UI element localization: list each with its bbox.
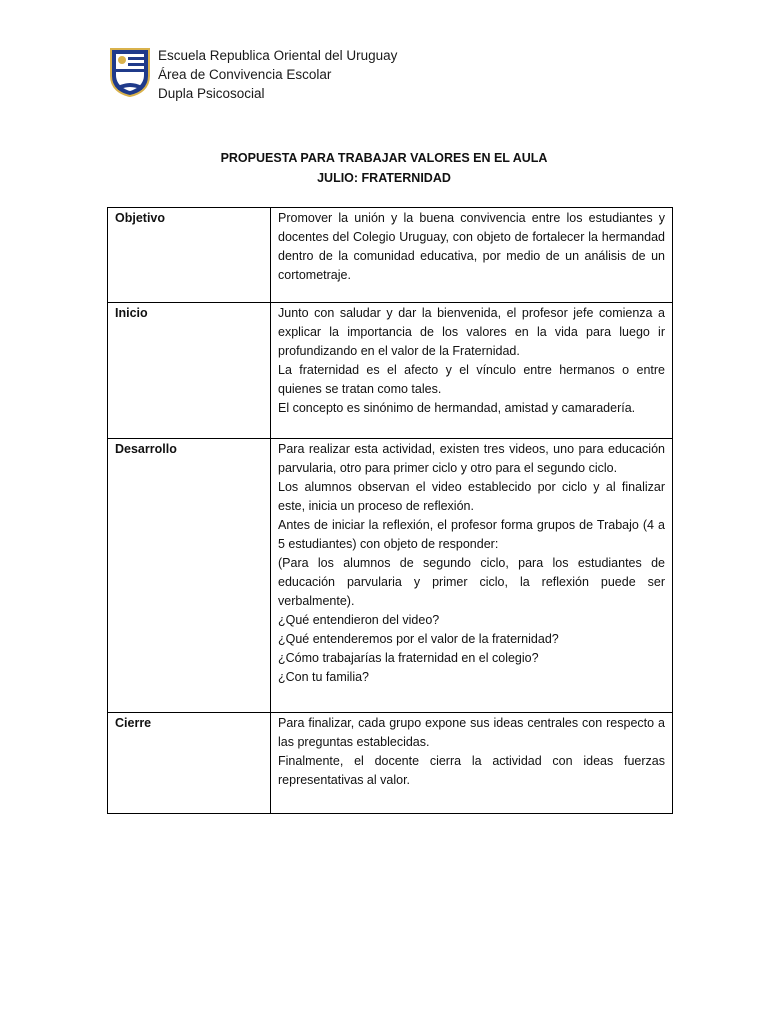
table-row-desarrollo [108, 439, 673, 713]
row-label: Inicio [108, 303, 271, 439]
row-label: Cierre [108, 713, 271, 814]
area-name: Área de Convivencia Escolar [158, 67, 332, 82]
paragraph: La fraternidad es el afecto y el vínculo entre hermanos o entre quienes se tratan como tales. [278, 363, 665, 396]
paragraph: Junto con saludar y dar la bienvenida, el profesor jefe comienza a explicar la importancia de los valores en la vida para luego ir profundizando en el valor de la Fraternidad. [278, 306, 665, 358]
row-content [271, 303, 673, 439]
question: ¿Cómo trabajarías la fraternidad en el colegio? [278, 651, 539, 665]
unit-name: Dupla Psicosocial [158, 86, 265, 101]
row-content [271, 713, 673, 814]
paragraph: Promover la unión y la buena convivencia entre los estudiantes y docentes del Colegio Uruguay, con objeto de fortalecer la hermandad dentro de la comunidad educativa, por medio de un análisis de un cortometraje. [278, 211, 665, 282]
school-name: Escuela Republica Oriental del Uruguay [158, 48, 398, 63]
title-line-1: PROPUESTA PARA TRABAJAR VALORES EN EL AULA [220, 151, 548, 165]
title-line-2: JULIO: FRATERNIDAD [317, 171, 451, 185]
paragraph: El concepto es sinónimo de hermandad, amistad y camaradería. [278, 401, 636, 415]
table-row-cierre [108, 713, 673, 814]
paragraph: Para finalizar, cada grupo expone sus ideas centrales con respecto a las preguntas establecidas. [278, 716, 665, 749]
letterhead [108, 46, 397, 103]
row-label: Desarrollo [108, 439, 271, 713]
activity-plan-table [107, 207, 673, 814]
row-label: Objetivo [108, 208, 271, 303]
paragraph: Antes de iniciar la reflexión, el profesor forma grupos de Trabajo (4 a 5 estudiantes) con objeto de responder: [278, 518, 665, 551]
document-title [0, 148, 768, 188]
table-row-objetivo [108, 208, 673, 303]
row-content [271, 208, 673, 303]
question: ¿Con tu familia? [278, 670, 370, 684]
school-crest-icon [108, 46, 152, 98]
paragraph: (Para los alumnos de segundo ciclo, para los estudiantes de educación parvularia y primer ciclo, la reflexión puede ser verbalmente). [278, 556, 665, 608]
paragraph: Los alumnos observan el video establecido por ciclo y al finalizar este, inicia un proceso de reflexión. [278, 480, 665, 513]
table-row-inicio [108, 303, 673, 439]
row-content [271, 439, 673, 713]
question: ¿Qué entendieron del video? [278, 613, 440, 627]
paragraph: Para realizar esta actividad, existen tres videos, uno para educación parvularia, otro para primer ciclo y otro para el segundo ciclo. [278, 442, 665, 475]
question: ¿Qué entenderemos por el valor de la fraternidad? [278, 632, 559, 646]
paragraph: Finalmente, el docente cierra la actividad con ideas fuerzas representativas al valor. [278, 754, 665, 787]
